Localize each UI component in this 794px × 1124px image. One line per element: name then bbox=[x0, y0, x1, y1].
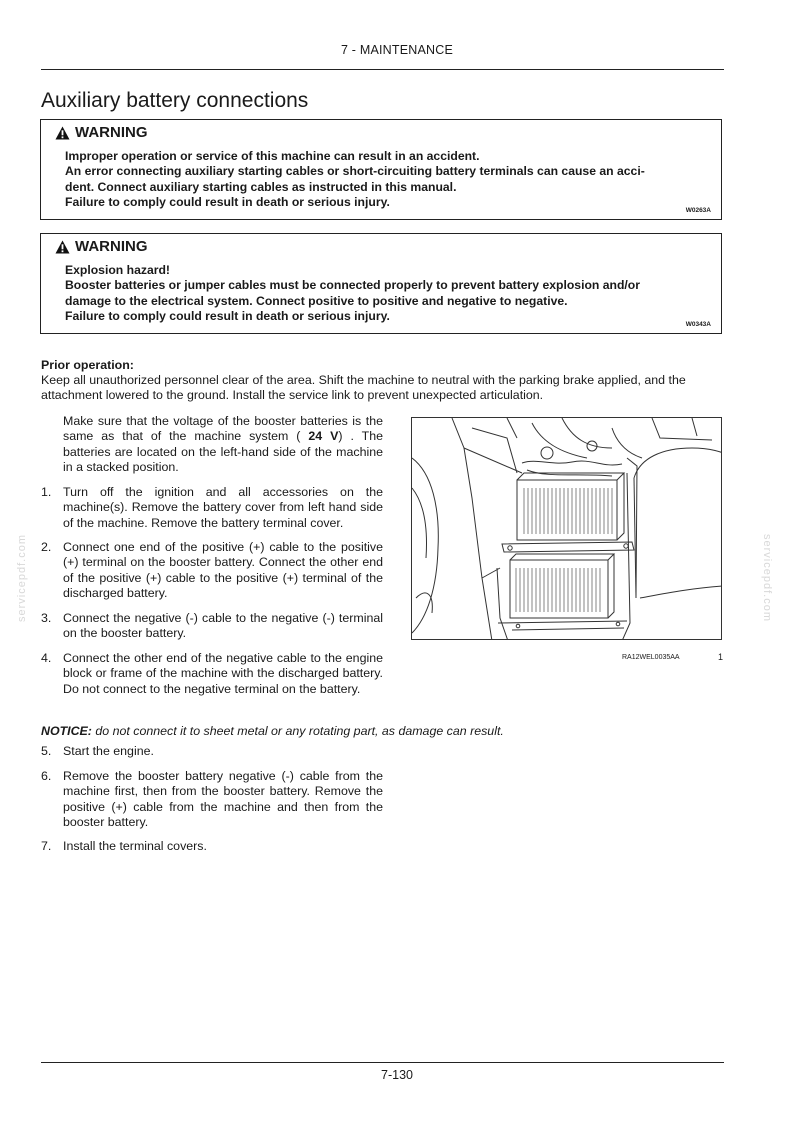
step-3 bbox=[41, 611, 383, 642]
step-2 bbox=[41, 540, 383, 602]
step-number: 3. bbox=[41, 611, 52, 625]
step-number: 1. bbox=[41, 485, 52, 499]
step-number: 2. bbox=[41, 540, 52, 554]
battery-illustration bbox=[412, 418, 722, 640]
battery-figure bbox=[411, 417, 722, 640]
step-text: Remove the booster battery negative (-) cable from the machine first, then from the booster battery. Remove the positive (+) cable from the machine and then from the booster battery. bbox=[63, 769, 383, 829]
step-number: 6. bbox=[41, 769, 52, 783]
warning-heading-1 bbox=[55, 124, 148, 141]
warning-line: dent. Connect auxiliary starting cables as instructed in this manual. bbox=[65, 179, 457, 194]
step-number: 4. bbox=[41, 651, 52, 665]
warning-line: An error connecting auxiliary starting cables or short-circuiting battery terminals can cause an acci- bbox=[65, 164, 645, 179]
intro-after: ) . The batteries are located on the left-hand side of the machine in a stacked position. bbox=[63, 429, 383, 474]
notice-text: do not connect it to sheet metal or any rotating part, as damage can result. bbox=[95, 724, 504, 738]
step-7 bbox=[41, 839, 383, 855]
step-text: Connect the other end of the negative cable to the engine block or frame of the machine with the discharged battery. Do not connect to the negative terminal on the battery. bbox=[63, 651, 383, 696]
footer-rule bbox=[41, 1062, 724, 1063]
step-text: Connect the negative (-) cable to the negative (-) terminal on the booster battery. bbox=[63, 611, 383, 641]
warning-line: Failure to comply could result in death or serious injury. bbox=[65, 308, 390, 323]
warning-heading-2 bbox=[55, 238, 148, 255]
step-1 bbox=[41, 485, 383, 531]
step-text: Turn off the ignition and all accessories on the machine(s). Remove the battery cover from left hand side of the machine. Remove the battery terminal cover. bbox=[63, 485, 383, 530]
step-number: 5. bbox=[41, 744, 52, 758]
step-4 bbox=[41, 651, 383, 713]
warning-code: W0263A bbox=[685, 207, 711, 214]
step-5 bbox=[41, 744, 383, 760]
prior-operation-label: Prior operation: bbox=[41, 358, 134, 372]
step-6 bbox=[41, 769, 383, 831]
notice-label: NOTICE: bbox=[41, 724, 92, 738]
step-text: Start the engine. bbox=[63, 744, 154, 758]
warning-box-1 bbox=[40, 119, 722, 220]
page-number: 7-130 bbox=[381, 1068, 413, 1082]
warning-code: W0343A bbox=[685, 321, 711, 328]
warning-heading-text: WARNING bbox=[75, 238, 148, 255]
warning-text-1 bbox=[65, 149, 699, 210]
header-rule bbox=[41, 69, 724, 70]
intro-before: Make sure that the voltage of the booster batteries is the same as that of the machine system ( bbox=[63, 414, 383, 444]
warning-line: Failure to comply could result in death or serious injury. bbox=[65, 194, 390, 209]
step-text: Install the terminal covers. bbox=[63, 839, 207, 853]
step-number: 7. bbox=[41, 839, 52, 853]
figure-number: 1 bbox=[718, 652, 724, 662]
running-header: 7 - MAINTENANCE bbox=[340, 43, 454, 57]
step-text: Connect one end of the positive (+) cable to the positive (+) terminal on the booster battery. Connect the other end of the positive (+) cable to the positive (+) terminal of the discharged battery. bbox=[63, 540, 383, 600]
section-title: Auxiliary battery connections bbox=[41, 89, 309, 112]
warning-line: Improper operation or service of this machine can result in an accident. bbox=[65, 149, 480, 163]
watermark-right: servicepdf.com bbox=[761, 534, 773, 622]
system-voltage: 24 V bbox=[308, 429, 339, 444]
warning-triangle-icon bbox=[55, 240, 70, 254]
warning-line: damage to the electrical system. Connect positive to positive and negative to negative. bbox=[65, 293, 568, 308]
warning-heading-text: WARNING bbox=[75, 124, 148, 141]
warning-text-2 bbox=[65, 263, 699, 324]
notice bbox=[41, 724, 504, 738]
warning-box-2 bbox=[40, 233, 722, 334]
prior-operation-text: Keep all unauthorized personnel clear of the area. Shift the machine to neutral with the parking brake applied, and the attachment lowered to the ground. Install the service link to prevent unexpected articulation. bbox=[41, 373, 686, 403]
intro-paragraph bbox=[63, 414, 383, 475]
figure-reference: RA12WEL0035AA bbox=[622, 654, 680, 661]
warning-triangle-icon bbox=[55, 126, 70, 140]
watermark-left: servicepdf.com bbox=[16, 534, 28, 622]
warning-line: Explosion hazard! bbox=[65, 263, 170, 277]
warning-line: Booster batteries or jumper cables must be connected properly to prevent battery explosion and/or bbox=[65, 278, 640, 293]
